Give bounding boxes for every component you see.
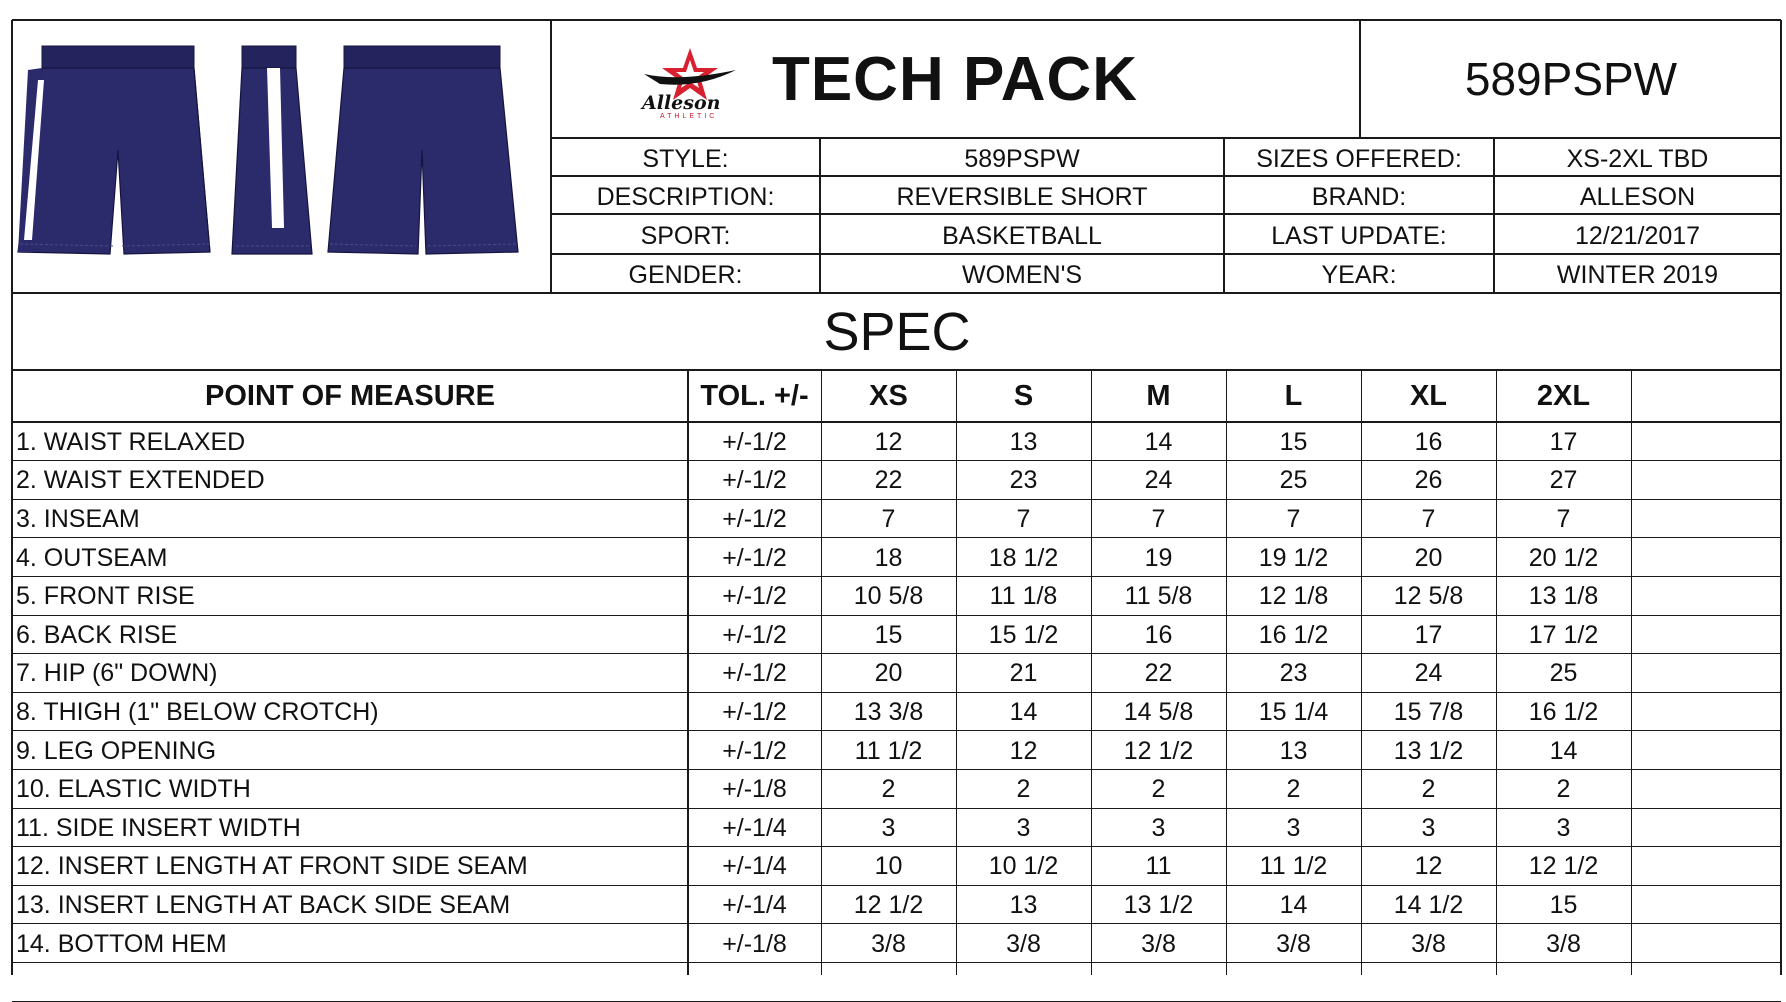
size-value-cell: 12 1/2 (1528, 852, 1599, 881)
size-value-cell: 14 (1009, 697, 1038, 726)
size-value-cell: 12 (874, 427, 903, 456)
size-value-cell: 15 (1279, 427, 1308, 456)
size-value-cell: 23 (1279, 659, 1308, 688)
size-value-cell: 14 (1279, 890, 1308, 919)
measure-name: 2. WAIST EXTENDED (16, 466, 265, 495)
size-value-cell: 3/8 (1411, 929, 1446, 958)
tolerance-cell: +/-1/4 (722, 890, 787, 919)
size-value-cell: 11 1/2 (854, 736, 923, 765)
info-value: REVERSIBLE SHORT (896, 182, 1148, 211)
size-value-cell: 2 (1016, 775, 1031, 804)
size-value-cell: 3 (1016, 813, 1031, 842)
v-rule (1496, 370, 1497, 975)
size-value-cell: 12 1/2 (1123, 736, 1194, 765)
size-value-cell: 3 (1556, 813, 1571, 842)
info-value: BASKETBALL (942, 221, 1102, 250)
v-rule (1780, 20, 1782, 975)
tolerance-cell: +/-1/4 (722, 852, 787, 881)
tolerance-cell: +/-1/2 (722, 697, 787, 726)
size-value-cell: 10 (874, 852, 903, 881)
tolerance-cell: +/-1/2 (722, 427, 787, 456)
size-value-cell: 14 5/8 (1123, 697, 1194, 726)
h-rule (551, 175, 1781, 177)
size-value-cell: 3/8 (1141, 929, 1176, 958)
column-header-point-of-measure: POINT OF MEASURE (204, 379, 495, 412)
size-value-cell: 13 (1009, 427, 1038, 456)
size-value-cell: 3 (881, 813, 896, 842)
info-label: YEAR: (1321, 261, 1397, 289)
size-value-cell: 15 7/8 (1393, 697, 1464, 726)
size-value-cell: 18 1/2 (988, 543, 1059, 572)
size-value-cell: 13 1/8 (1528, 582, 1599, 611)
size-value-cell: 12 (1009, 736, 1038, 765)
alleson-logo (640, 44, 740, 118)
h-rule (12, 962, 1781, 963)
measure-name: 5. FRONT RISE (16, 582, 195, 611)
v-rule (687, 370, 689, 975)
measure-name: 4. OUTSEAM (16, 543, 168, 572)
size-value-cell: 11 (1145, 852, 1172, 881)
size-value-cell: 20 1/2 (1528, 543, 1599, 572)
size-value-cell: 13 (1279, 736, 1308, 765)
size-value-cell: 13 (1009, 890, 1038, 919)
size-value-cell: 12 1/8 (1258, 582, 1329, 611)
column-header-size: 2XL (1536, 379, 1591, 412)
h-rule (12, 730, 1781, 731)
column-header-size: XS (869, 379, 908, 412)
size-value-cell: 18 (874, 543, 903, 572)
size-value-cell: 10 1/2 (988, 852, 1059, 881)
tolerance-cell: +/-1/2 (722, 620, 787, 649)
h-rule (12, 808, 1781, 809)
measure-name: 1. WAIST RELAXED (16, 427, 246, 456)
size-value-cell: 2 (1556, 775, 1571, 804)
measure-name: 12. INSERT LENGTH AT FRONT SIDE SEAM (16, 852, 528, 881)
size-value-cell: 16 1/2 (1528, 697, 1599, 726)
info-label: BRAND: (1311, 182, 1407, 211)
tolerance-cell: +/-1/2 (722, 543, 787, 572)
h-rule (12, 576, 1781, 577)
size-value-cell: 26 (1414, 466, 1443, 495)
info-value: XS-2XL TBD (1566, 144, 1709, 173)
measure-name: 10. ELASTIC WIDTH (16, 775, 251, 804)
v-rule (1631, 370, 1632, 975)
size-value-cell: 7 (1556, 504, 1571, 533)
column-header-tolerance: TOL. +/- (700, 379, 809, 412)
tolerance-cell: +/-1/4 (722, 813, 787, 842)
tolerance-cell: +/-1/2 (722, 582, 787, 611)
size-value-cell: 27 (1549, 466, 1578, 495)
size-value-cell: 3 (1421, 813, 1436, 842)
size-value-cell: 19 1/2 (1258, 543, 1329, 572)
size-value-cell: 12 (1414, 852, 1443, 881)
h-rule (12, 421, 1781, 423)
h-rule (12, 846, 1781, 847)
h-rule (12, 923, 1781, 924)
h-rule (12, 769, 1781, 770)
measure-name: 8. THIGH (1" BELOW CROTCH) (16, 697, 379, 726)
size-value-cell: 2 (881, 775, 896, 804)
size-value-cell: 19 (1144, 543, 1173, 572)
size-value-cell: 7 (1286, 504, 1301, 533)
size-value-cell: 3 (1151, 813, 1166, 842)
column-header-size: S (1013, 379, 1034, 412)
h-rule (12, 653, 1781, 654)
v-rule (819, 138, 821, 293)
size-value-cell: 7 (1421, 504, 1436, 533)
style-code: 589PSPW (1464, 53, 1678, 105)
size-value-cell: 25 (1279, 466, 1308, 495)
size-value-cell: 16 (1144, 620, 1173, 649)
measure-name: 13. INSERT LENGTH AT BACK SIDE SEAM (16, 890, 511, 919)
tolerance-cell: +/-1/2 (722, 736, 787, 765)
info-value: WOMEN'S (961, 261, 1083, 289)
column-header-size (1631, 370, 1781, 422)
size-value-cell: 14 (1144, 427, 1173, 456)
measure-name: 3. INSEAM (16, 504, 140, 533)
v-rule (11, 20, 13, 975)
v-rule (1223, 138, 1225, 293)
info-value: 12/21/2017 (1574, 221, 1701, 250)
size-value-cell: 2 (1421, 775, 1436, 804)
h-rule (12, 537, 1781, 538)
size-value-cell: 20 (1414, 543, 1443, 572)
size-value-cell: 20 (874, 659, 903, 688)
size-value-cell: 13 1/2 (1123, 890, 1194, 919)
h-rule (551, 253, 1781, 255)
size-value-cell: 22 (1144, 659, 1173, 688)
size-value-cell: 13 1/2 (1393, 736, 1464, 765)
v-rule (956, 370, 957, 975)
h-rule (12, 460, 1781, 461)
h-rule (12, 885, 1781, 886)
info-label: SPORT: (640, 221, 731, 250)
size-value-cell: 3/8 (1276, 929, 1311, 958)
size-value-cell: 3/8 (1546, 929, 1581, 958)
size-value-cell: 16 (1414, 427, 1443, 456)
shorts-front-view (18, 46, 210, 254)
size-value-cell: 12 1/2 (853, 890, 924, 919)
size-value-cell: 14 1/2 (1393, 890, 1464, 919)
logo-tagline: ATHLETIC (660, 113, 718, 120)
size-value-cell: 12 5/8 (1393, 582, 1464, 611)
tolerance-cell: +/-1/8 (722, 929, 787, 958)
size-value-cell: 17 1/2 (1528, 620, 1599, 649)
v-rule (1493, 138, 1495, 293)
h-rule (12, 692, 1781, 693)
v-rule (1226, 370, 1227, 975)
shorts-side-view (232, 46, 312, 254)
tolerance-cell: +/-1/2 (722, 504, 787, 533)
size-value-cell: 15 (874, 620, 903, 649)
size-value-cell: 11 1/2 (1259, 852, 1328, 881)
tolerance-cell: +/-1/2 (722, 659, 787, 688)
size-value-cell: 7 (1016, 504, 1031, 533)
size-value-cell: 11 1/8 (989, 582, 1058, 611)
size-value-cell: 22 (874, 466, 903, 495)
column-header-size: L (1284, 379, 1303, 412)
h-rule (551, 213, 1781, 215)
h-rule (12, 292, 1781, 294)
size-value-cell: 25 (1549, 659, 1578, 688)
size-value-cell: 15 1/4 (1258, 697, 1329, 726)
size-value-cell: 23 (1009, 466, 1038, 495)
size-value-cell: 3 (1286, 813, 1301, 842)
size-value-cell: 21 (1009, 659, 1038, 688)
size-value-cell: 7 (881, 504, 896, 533)
size-value-cell: 15 (1549, 890, 1578, 919)
info-value: ALLESON (1579, 182, 1696, 211)
shorts-illustration (14, 40, 544, 260)
size-value-cell: 17 (1414, 620, 1443, 649)
size-value-cell: 15 1/2 (988, 620, 1059, 649)
v-rule (1091, 370, 1092, 975)
tolerance-cell: +/-1/2 (722, 466, 787, 495)
measure-name: 11. SIDE INSERT WIDTH (16, 813, 301, 842)
shorts-back-view (328, 46, 518, 254)
size-value-cell: 16 1/2 (1258, 620, 1329, 649)
h-rule (12, 19, 1781, 21)
h-rule (12, 499, 1781, 500)
size-value-cell: 14 (1549, 736, 1578, 765)
info-value: 589PSPW (964, 144, 1080, 173)
h-rule (12, 369, 1781, 371)
logo-wordmark: Alleson (642, 92, 721, 114)
tolerance-cell: +/-1/8 (722, 775, 787, 804)
size-value-cell: 2 (1286, 775, 1301, 804)
size-value-cell: 11 5/8 (1124, 582, 1193, 611)
info-label: DESCRIPTION: (596, 182, 775, 211)
size-value-cell: 3/8 (1006, 929, 1041, 958)
info-label: STYLE: (642, 144, 729, 173)
measure-name: 9. LEG OPENING (16, 736, 217, 765)
column-header-size: XL (1409, 379, 1448, 412)
h-rule (12, 1001, 1781, 1002)
v-rule (1359, 20, 1361, 138)
info-value: WINTER 2019 (1556, 261, 1719, 289)
size-value-cell: 10 5/8 (853, 582, 924, 611)
size-value-cell: 24 (1414, 659, 1443, 688)
info-label: SIZES OFFERED: (1256, 144, 1462, 173)
h-rule (551, 137, 1781, 139)
page-title: TECH PACK (771, 44, 1139, 114)
size-value-cell: 2 (1151, 775, 1166, 804)
spec-title: SPEC (823, 302, 971, 362)
garment-sketches (14, 40, 544, 260)
v-rule (821, 370, 822, 975)
size-value-cell: 24 (1144, 466, 1173, 495)
measure-name: 6. BACK RISE (16, 620, 178, 649)
info-label: GENDER: (628, 261, 743, 289)
info-label: LAST UPDATE: (1271, 221, 1447, 250)
size-value-cell: 7 (1151, 504, 1166, 533)
h-rule (12, 615, 1781, 616)
size-value-cell: 13 3/8 (853, 697, 924, 726)
measure-name: 14. BOTTOM HEM (16, 929, 227, 958)
size-value-cell: 3/8 (871, 929, 906, 958)
measure-name: 7. HIP (6" DOWN) (16, 659, 218, 688)
column-header-size: M (1146, 379, 1171, 412)
v-rule (1361, 370, 1362, 975)
size-value-cell: 17 (1549, 427, 1578, 456)
